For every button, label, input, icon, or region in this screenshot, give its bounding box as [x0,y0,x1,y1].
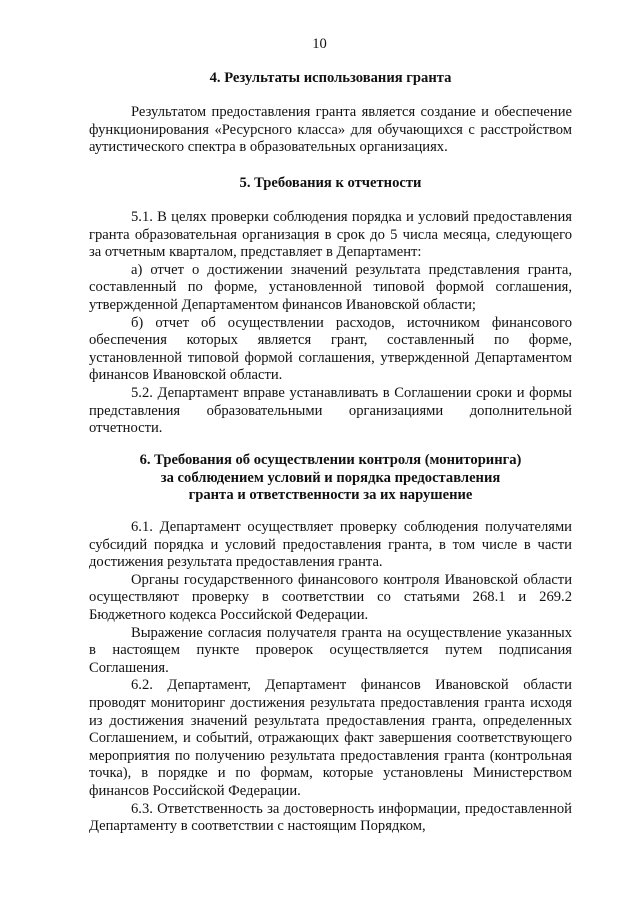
section-4-heading [89,70,572,88]
section-6-paragraph-4: 6.2. Департамент, Департамент финансов Ивановской области проводят мониторинг достижения результата предоставления гранта исходя из достижения значений результата предоставления гранта, определенных Соглашением, и событий, отражающих факт завершения соответствующего мероприятия по получению результата предоставления гранта (контрольная точка), в порядке и по формам, которые установлены Министерством финансов Российской Федерации. [89,677,572,799]
section-6-heading-line-1: 6. Требования об осуществлении контроля (мониторинга) [139,452,522,468]
section-5-paragraph-3: б) отчет об осуществлении расходов, источником финансового обеспечения которых является грант, составленный по форме, установленной типовой формой соглашения, утвержденной Департаментом финансов Ивановской области. [89,314,572,384]
section-6-heading [89,452,572,505]
section-6-heading-line-3: гранта и ответственности за их нарушение [188,487,473,504]
section-6-paragraph-5: 6.3. Ответственность за достоверность информации, предоставленной Департаменту в соответствии с настоящим Порядком, [89,800,572,835]
page-number: 10 [312,36,327,52]
section-5-paragraph-2: а) отчет о достижении значений результата представления гранта, составленный по форме, установленной типовой формой соглашения, утвержденной Департаментом финансов Ивановской области; [89,261,572,313]
section-4-body [89,104,572,157]
section-5-body [89,209,572,438]
section-6-heading-line-2: за соблюдением условий и порядка предоставления [160,469,501,486]
section-4-paragraph-1: Результатом предоставления гранта является создание и обеспечение функционирования «Ресурсного класса» для обучающихся с расстройством аутистического спектра в образовательных организациях. [89,104,572,156]
section-6-paragraph-3: Выражение согласия получателя гранта на осуществление указанных в настоящем пункте проверок осуществляется путем подписания Соглашения. [89,624,572,676]
section-6-paragraph-2: Органы государственного финансового контроля Ивановской области осуществляют проверку в соответствии со статьями 268.1 и 269.2 Бюджетного кодекса Российской Федерации. [89,571,572,623]
section-6-body [89,519,572,836]
section-5-paragraph-1: 5.1. В целях проверки соблюдения порядка и условий предоставления гранта образовательная организация в срок до 5 числа месяца, следующего за отчетным кварталом, представляет в Департамент: [89,209,572,261]
section-5-paragraph-4: 5.2. Департамент вправе устанавливать в Соглашении сроки и формы представления образовательными организациями дополнительной отчетности. [89,384,572,437]
section-4-heading-text: 4. Результаты использования гранта [209,70,452,86]
section-5-heading [89,175,572,193]
section-6-paragraph-1: 6.1. Департамент осуществляет проверку соблюдения получателями субсидий порядка и условий предоставления гранта, в том числе в части достижения результата предоставления гранта. [89,519,572,571]
section-5-heading-text: 5. Требования к отчетности [239,175,422,191]
